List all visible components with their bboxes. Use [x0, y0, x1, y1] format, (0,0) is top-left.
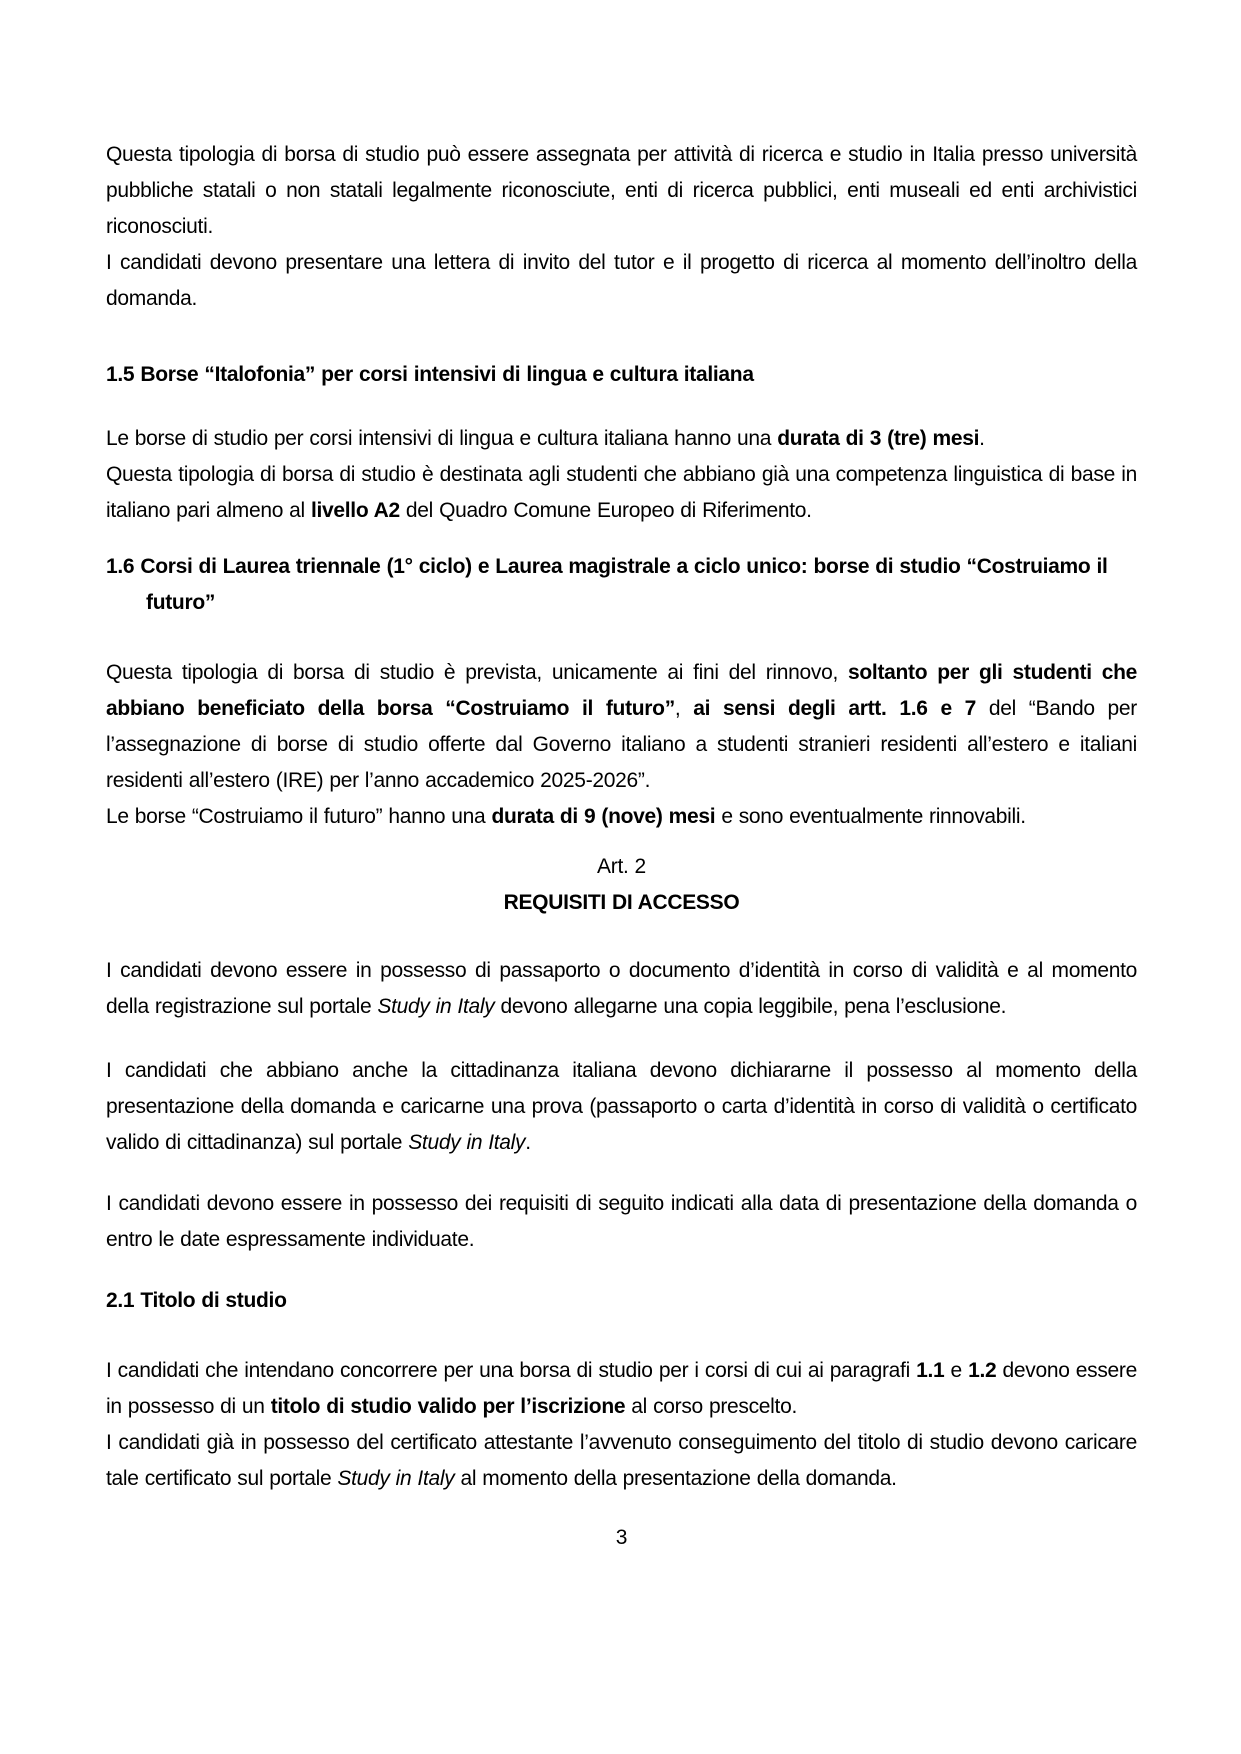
text-run: I candidati che abbiano anche la cittadinanza italiana devono dichiararne il possesso al momento della presentazione della domanda e caricarne una prova (passaporto o carta d’identità in corso di validità o certificato valido di cittadinanza) sul portale — [106, 1059, 1137, 1154]
text-run: del Quadro Comune Europeo di Riferimento. — [399, 499, 812, 522]
text-run: I candidati già in possesso del certificato attestante l’avvenuto conseguimento del titolo di studio devono caricare tale certificato sul portale — [106, 1431, 1137, 1490]
text-run: devono essere in possesso di un — [106, 1359, 1137, 1418]
text-run: , — [674, 697, 694, 720]
text-run: I candidati che intendano concorrere per una borsa di studio per i corsi di cui ai paragrafi — [106, 1359, 917, 1382]
text-run: ai sensi degli artt. 1.6 e 7 — [693, 697, 977, 720]
text-run: Questa tipologia di borsa di studio può essere assegnata per attività di ricerca e studio in Italia presso università pubbliche statali o non statali legalmente riconosciute, enti di ricerca pubblici, enti museali ed enti archivistici riconosciuti. — [106, 143, 1137, 238]
text-run: 1.2 — [968, 1359, 997, 1382]
text-run: . — [979, 427, 985, 450]
para-titolo-di-studio-requisiti — [106, 1353, 1137, 1497]
text-run: Le borse “Costruiamo il futuro” hanno una — [106, 805, 492, 828]
text-run: del “Bando per l’assegnazione di borse di studio offerte dal Governo italiano a studenti stranieri residenti all’estero e italiani residenti all’estero (IRE) per l’anno accademico 2025-2026”. — [106, 697, 1137, 792]
heading-1-6-corsi-laurea-costruiamo-il-futuro: 1.6 Corsi di Laurea triennale (1° ciclo) e Laurea magistrale a ciclo unico: borse di studio “Costruiamo il futuro” — [106, 555, 1108, 614]
text-run: e sono eventualmente rinnovabili. — [715, 805, 1026, 828]
text-run: titolo di studio valido per l’iscrizione — [270, 1395, 626, 1418]
text-run: Study in Italy — [377, 995, 495, 1018]
para-borse-italofonia-durata — [106, 421, 1137, 529]
text-run: al momento della presentazione della domanda. — [454, 1467, 897, 1490]
text-run: Le borse di studio per corsi intensivi di lingua e cultura italiana hanno una — [106, 427, 778, 450]
text-run: al corso prescelto. — [625, 1395, 797, 1418]
para-passaporto-documento-identita — [106, 953, 1137, 1025]
text-run: Questa tipologia di borsa di studio è prevista, unicamente ai fini del rinnovo, — [106, 661, 849, 684]
heading-art-2: Art. 2 — [597, 855, 646, 878]
page-number: 3 — [615, 1526, 628, 1549]
text-run: Study in Italy — [408, 1131, 526, 1154]
text-run: I candidati devono essere in possesso di passaporto o documento d’identità in corso di validità e al momento della registrazione sul portale — [106, 959, 1137, 1018]
text-run: I candidati devono essere in possesso dei requisiti di seguito indicati alla data di presentazione della domanda o entro le date espressamente individuate. — [106, 1192, 1137, 1251]
para-borsa-ricerca-lettera-invito — [106, 137, 1137, 317]
heading-requisiti-di-accesso: REQUISITI DI ACCESSO — [503, 891, 740, 914]
text-run: Questa tipologia di borsa di studio è destinata agli studenti che abbiano già una competenza linguistica di base in italiano pari almeno al — [106, 463, 1137, 522]
heading-1-5-borse-italofonia: 1.5 Borse “Italofonia” per corsi intensivi di lingua e cultura italiana — [106, 363, 754, 386]
text-run: durata di 9 (nove) mesi — [491, 805, 716, 828]
text-run: Study in Italy — [337, 1467, 455, 1490]
text-run: . — [525, 1131, 531, 1154]
para-cittadinanza-italiana — [106, 1053, 1137, 1161]
para-requisiti-data-presentazione — [106, 1186, 1137, 1258]
text-run: soltanto per gli studenti che abbiano beneficiato della borsa “Costruiamo il futuro” — [106, 661, 1138, 720]
text-run: I candidati devono presentare una lettera di invito del tutor e il progetto di ricerca al momento dell’inoltro della domanda. — [106, 251, 1137, 310]
text-run: e — [944, 1359, 969, 1382]
heading-2-1-titolo-di-studio: 2.1 Titolo di studio — [106, 1289, 287, 1312]
para-costruiamo-il-futuro-rinnovo — [106, 655, 1137, 835]
text-run: livello A2 — [310, 499, 400, 522]
text-run: devono allegarne una copia leggibile, pena l’esclusione. — [494, 995, 1007, 1018]
text-run: 1.1 — [916, 1359, 945, 1382]
text-run: durata di 3 (tre) mesi — [777, 427, 980, 450]
